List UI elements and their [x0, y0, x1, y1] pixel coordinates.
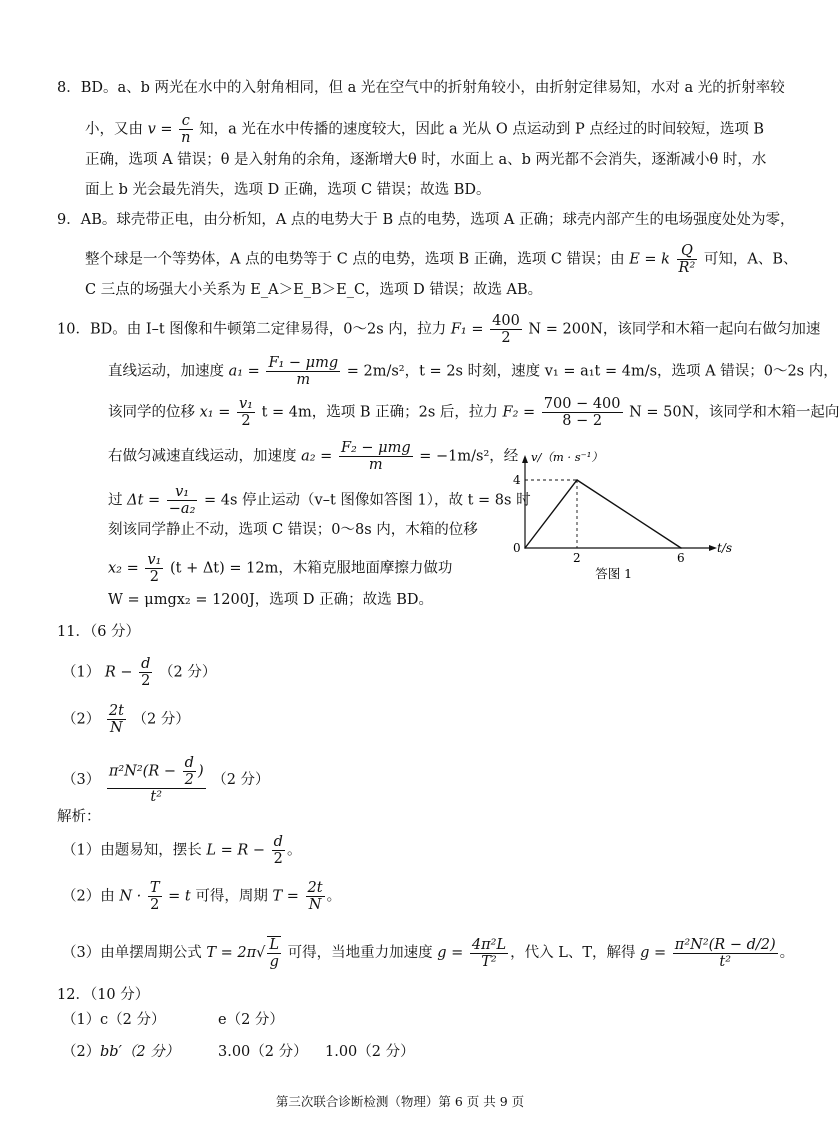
s1-lhs: L = R −	[206, 842, 266, 859]
q10-line3	[108, 396, 839, 429]
frac-num: F₂ − μmg	[340, 440, 411, 456]
q10-line1	[57, 313, 820, 346]
page-footer: 第三次联合诊断检测（物理）第 6 页 共 9 页	[275, 1094, 525, 1109]
q10-x2-rhs: (t + Δt) = 12m	[169, 560, 279, 577]
a3-inner-fraction	[183, 755, 196, 788]
q9-formula: E = k	[629, 251, 670, 268]
q11-a3-score: （2 分）	[212, 772, 270, 788]
q10-line5	[108, 484, 531, 517]
q9-line3: C 三点的场强大小关系为 E_A＞E_B＞E_C，选项 D 错误；故选 AB。	[85, 282, 543, 298]
q10-line7	[108, 552, 452, 585]
y-axis-arrow	[522, 455, 528, 463]
q11-step2	[62, 880, 341, 913]
q11-answer2	[62, 703, 190, 736]
q8-line1: 8．BD。a、b 两光在水中的入射角相同，但 a 光在空气中的折射角较小，由折射定律易知，水对 a 光的折射率较	[57, 80, 785, 96]
s2-fraction	[148, 880, 162, 913]
frac-num: 2t	[307, 880, 323, 896]
q11-a2-fraction	[107, 703, 126, 736]
q10-x2-lhs: x₂ =	[108, 560, 139, 577]
frac-den: t²	[150, 789, 163, 805]
q10-f2-rhs: N = 50N	[629, 404, 695, 421]
q11-a2-label: （2）	[62, 711, 101, 728]
q10-a1-lhs: a₁ =	[228, 363, 260, 380]
q10-x2-fraction	[145, 552, 163, 585]
q10-text: ，选项 B 正确；2s 后，拉力	[311, 404, 498, 421]
frac-num: Q	[677, 243, 698, 260]
q10-line6: 刻该同学静止不动，选项 C 错误；0～8s 内，木箱的位移	[108, 522, 478, 538]
frac-den: m	[368, 457, 383, 473]
frac-num: 700 − 400	[543, 396, 621, 412]
s3-end: 。	[779, 945, 795, 961]
vt-chart	[505, 440, 733, 590]
q10-text: 该同学的位移	[108, 404, 195, 421]
q10-dt-lhs: Δt =	[127, 492, 161, 509]
s3-fraction	[267, 936, 281, 970]
q10-x1-lhs: x₁ =	[199, 404, 231, 421]
frac-den: N	[110, 720, 123, 736]
q10-dt-rhs: = 4s	[204, 492, 238, 509]
frac-den: 2	[149, 569, 159, 585]
y-axis-label: v/（m · s⁻¹）	[531, 450, 603, 464]
q12-r1-b: e（2 分）	[218, 1012, 284, 1028]
origin-label: 0	[513, 541, 521, 555]
q10-text: 停止运动（v–t 图像如答图 1），故 t = 8s 时	[242, 492, 531, 509]
frac-den: 2	[150, 897, 160, 913]
s3-text: （3）由单摆周期公式	[62, 945, 202, 961]
frac-num: T	[149, 880, 160, 896]
s3-text: ，代入 L、T，解得	[510, 945, 636, 961]
q11-step1	[62, 834, 301, 867]
chart-layer	[513, 450, 732, 581]
s3-text: 可得，当地重力加速度	[287, 945, 433, 961]
frac-den: n	[181, 130, 191, 146]
frac-num: d	[273, 834, 283, 850]
frac-num: π²N²(R − d/2)	[674, 936, 776, 953]
frac-num: v₁	[238, 396, 253, 412]
data-point	[576, 479, 578, 481]
frac-num: L	[269, 937, 280, 953]
q11-a2-score: （2 分）	[132, 711, 190, 728]
s2-lhs: N ·	[119, 888, 142, 905]
frac-den: m	[296, 372, 311, 388]
q11-a1-score: （2 分）	[159, 664, 217, 681]
q9-fraction	[677, 243, 698, 276]
q10-text: ，t = 2s 时刻，速度 v₁ = a₁t = 4m/s，选项 A 错误；0～2s 内，	[404, 363, 838, 380]
q10-a2-rhs: = −1m/s²	[419, 448, 490, 465]
x-tick-label: 6	[677, 551, 685, 565]
frac-num: 4π²L	[471, 936, 507, 953]
q10-text: 10．BD。由 I–t 图像和牛顿第二定律易得，0～2s 内，拉力	[57, 321, 447, 338]
q10-a2-lhs: a₂ =	[301, 448, 333, 465]
x-axis-arrow	[709, 545, 717, 551]
q10-line2	[108, 355, 838, 388]
s2-text: 可得，周期	[195, 888, 268, 905]
q8-formula: v =	[147, 121, 173, 138]
q12-r1-a: c（2 分）	[100, 1012, 166, 1028]
frac-num: 400	[492, 313, 520, 329]
frac-den: t²	[719, 953, 732, 970]
q10-text: ，经	[489, 448, 519, 465]
s2-mid: = t	[168, 888, 191, 905]
q10-text: ，该同学和木箱一起向	[694, 404, 839, 421]
a3-num-b: )	[197, 763, 204, 780]
q11-step3	[62, 936, 794, 970]
q10-a1-rhs: = 2m/s²	[346, 363, 405, 380]
q9-line2	[85, 243, 798, 276]
frac-den: −a₂	[168, 501, 196, 517]
data-point	[680, 547, 682, 549]
frac-num: F₁ − μmg	[268, 355, 339, 371]
frac-den: 8 − 2	[562, 413, 603, 429]
q11-a1-fraction	[139, 656, 152, 689]
s2-T-fraction	[306, 880, 325, 913]
q11-a3-fraction	[107, 755, 206, 805]
q9-text: 整个球是一个等势体，A 点的电势等于 C 点的电势，选项 B 正确，选项 C 错误；由	[85, 251, 625, 268]
frac-den: 2	[184, 772, 194, 788]
q10-dt-fraction	[167, 484, 198, 517]
s2-text: （2）由	[62, 888, 115, 905]
q11-title: 11．（6 分）	[57, 624, 141, 640]
q11-a1-label: （1）	[62, 664, 101, 681]
q10-x1-fraction	[237, 396, 255, 429]
frac-num	[107, 755, 206, 789]
q10-text: 右做匀减速直线运动，加速度	[108, 448, 297, 465]
a3-num-a: π²N²(R −	[108, 763, 177, 780]
q10-text: 直线运动，加速度	[108, 363, 224, 380]
series-line	[525, 480, 681, 548]
frac-den: N	[308, 897, 322, 913]
q12-r1-label: （1）	[62, 1012, 101, 1028]
q10-a2-fraction	[339, 440, 413, 473]
y-tick-label: 4	[513, 473, 521, 487]
q11-a3-label: （3）	[62, 772, 101, 788]
q12-r2-c: 1.00（2 分）	[325, 1044, 415, 1060]
q11-jiexi: 解析：	[57, 809, 101, 825]
s1-fraction	[272, 834, 285, 867]
q10-f1-fraction	[490, 313, 522, 346]
s3-g2: g =	[640, 945, 667, 961]
frac-den: g	[269, 954, 279, 970]
q10-text: ，木箱克服地面摩擦力做功	[278, 560, 453, 577]
data-point	[524, 547, 526, 549]
q11-answer1	[62, 656, 216, 689]
q8-fraction	[179, 113, 192, 146]
q10-text: ，该同学和木箱一起向右做匀加速	[602, 321, 821, 338]
q12-r2-label: （2）	[62, 1044, 101, 1060]
x-axis-label: t/s	[717, 541, 733, 555]
s2-end: 。	[326, 888, 342, 905]
q10-a1-fraction	[266, 355, 340, 388]
s1-text: （1）由题易知，摆长	[62, 842, 202, 859]
q8-line2	[85, 113, 764, 146]
frac-den: T²	[481, 953, 497, 970]
frac-den: 2	[273, 851, 283, 867]
q10-f1-rhs: N = 200N	[528, 321, 603, 338]
q9-line1: 9．AB。球壳带正电，由分析知，A 点的电势大于 B 点的电势，选项 A 正确；球壳内部产生的电场强度处处为零，	[57, 212, 795, 228]
q12-title: 12．（10 分）	[57, 987, 150, 1003]
q10-f2-lhs: F₂ =	[502, 404, 536, 421]
frac-num: v₁	[147, 552, 162, 568]
chart-caption: 答图 1	[595, 566, 633, 581]
frac-num: d	[141, 656, 151, 672]
q10-x1-rhs: t = 4m	[261, 404, 312, 421]
q9-text: 可知，A、B、	[703, 251, 798, 268]
q10-f1-lhs: F₁ =	[450, 321, 484, 338]
q11-answer3	[62, 755, 270, 805]
s3-g: g =	[437, 945, 464, 961]
frac-den: 2	[501, 330, 511, 346]
frac-num: c	[179, 113, 192, 130]
q8-text: 知，a 光在水中传播的速度较大，因此 a 光从 O 点运动到 P 点经过的时间较短，选项 B	[199, 121, 765, 138]
frac-num: v₁	[167, 484, 198, 501]
q10-f2-fraction	[542, 396, 623, 429]
s2-T: T =	[272, 888, 299, 905]
q12-r2-a: bb′（2 分）	[100, 1044, 180, 1060]
q11-a1-expr: R −	[104, 664, 133, 681]
frac-den: 2	[141, 673, 151, 689]
q10-text: 过	[108, 492, 123, 509]
frac-den: R²	[678, 260, 696, 276]
q10-line8: W = μmgx₂ = 1200J，选项 D 正确；故选 BD。	[108, 592, 434, 608]
s3-T: T = 2π√	[206, 945, 266, 961]
q12-r2-b: 3.00（2 分）	[218, 1044, 308, 1060]
s3-g-fraction	[470, 937, 508, 970]
frac-num: 2t	[108, 703, 124, 719]
q8-line4: 面上 b 光会最先消失，选项 D 正确，选项 C 错误；故选 BD。	[85, 182, 491, 198]
frac-den: 2	[241, 413, 251, 429]
s1-end: 。	[286, 842, 302, 859]
q8-line3: 正确，选项 A 错误；θ 是入射角的余角，逐渐增大θ 时，水面上 a、b 两光都不会消失，逐渐减小θ 时，水	[85, 152, 767, 168]
s3-g2-fraction	[673, 937, 778, 970]
q10-line4	[108, 440, 518, 473]
frac-num: d	[184, 755, 194, 771]
x-tick-label: 2	[573, 551, 581, 565]
q8-text: 小，又由	[85, 121, 143, 138]
